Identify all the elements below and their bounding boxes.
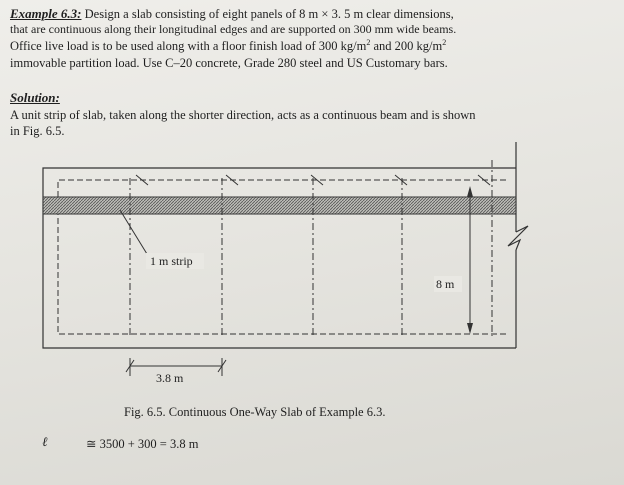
solution-line-2: in Fig. 6.5.: [10, 124, 65, 138]
solution-heading: Solution:: [10, 90, 60, 105]
example-text-1: Design a slab consisting of eight panels of 8 m × 3. 5 m clear dimensions,: [84, 7, 454, 21]
margin-symbol: ℓ: [42, 434, 48, 449]
strip-label: 1 m strip: [150, 254, 193, 268]
example-line-2: that are continuous along their longitudinal edges and are supported on 300 mm wide beams.: [10, 22, 457, 36]
figure-caption: Fig. 6.5. Continuous One-Way Slab of Example 6.3.: [124, 405, 386, 419]
solution-line-1: A unit strip of slab, taken along the shorter direction, acts as a continuous beam and is shown: [10, 108, 476, 122]
slab-outline: [43, 168, 516, 348]
strip-leader: [120, 210, 147, 254]
length-arrow-top: [467, 186, 473, 197]
length-label: 8 m: [436, 277, 455, 291]
span-label: 3.8 m: [156, 371, 184, 385]
example-title: Example 6.3:: [10, 6, 82, 21]
superscript-2b: 2: [442, 37, 447, 47]
example-text-3b: and 200 kg/m: [370, 39, 443, 53]
span-equation: ≅ 3500 + 300 = 3.8 m: [86, 437, 199, 451]
example-line-4: immovable partition load. Use C–20 concrete, Grade 280 steel and US Customary bars.: [10, 56, 448, 70]
superscript-2a: 2: [366, 37, 371, 47]
break-symbol: [508, 226, 528, 250]
example-text-3a: Office live load is to be used along with a floor finish load of 300 kg/m: [10, 39, 367, 53]
hatched-strip: [43, 197, 516, 214]
length-arrow-bottom: [467, 323, 473, 334]
